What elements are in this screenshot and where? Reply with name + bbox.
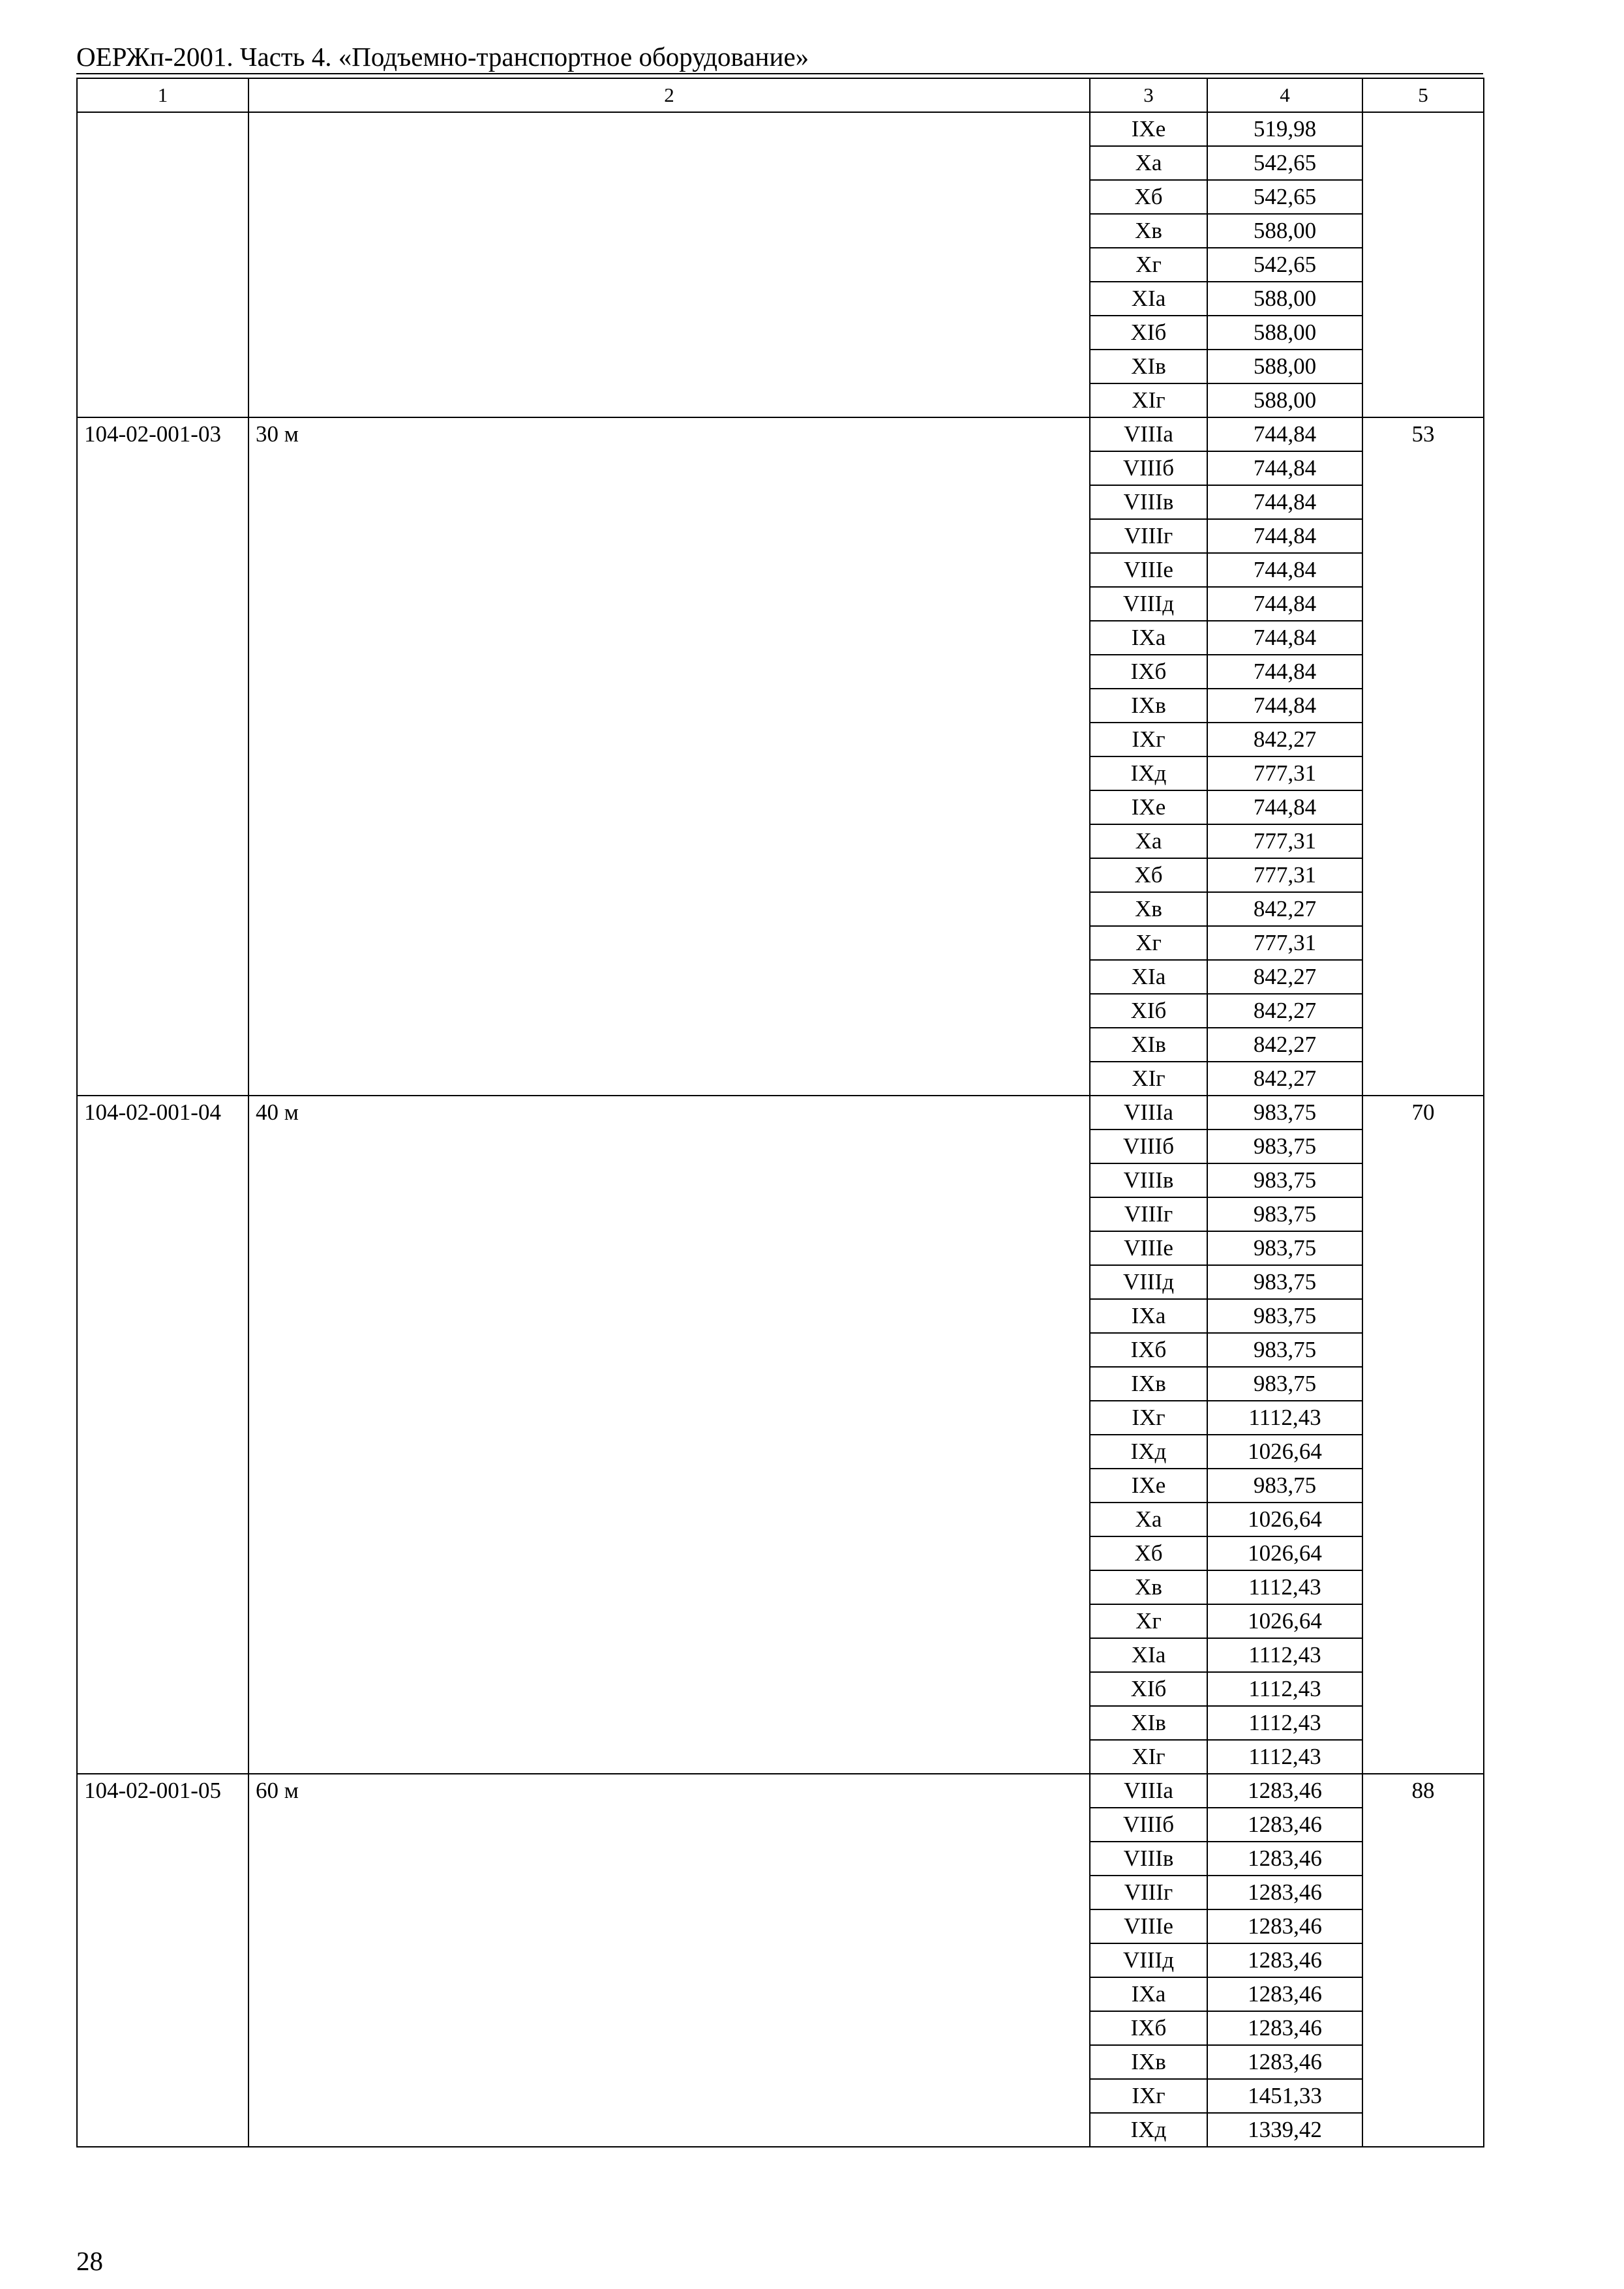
- region-class: Xв: [1090, 892, 1207, 926]
- price-value: 983,75: [1207, 1096, 1362, 1130]
- price-value: 1283,46: [1207, 1977, 1362, 2011]
- item-name: [248, 112, 1090, 417]
- price-value: 842,27: [1207, 723, 1362, 756]
- price-value: 983,75: [1207, 1367, 1362, 1401]
- region-class: IXе: [1090, 112, 1207, 146]
- price-value: 842,27: [1207, 960, 1362, 994]
- price-value: 983,75: [1207, 1299, 1362, 1333]
- price-value: 1283,46: [1207, 2011, 1362, 2045]
- page-number: 28: [76, 2246, 103, 2276]
- price-value: 983,75: [1207, 1130, 1362, 1163]
- region-class: IXд: [1090, 756, 1207, 790]
- region-class: VIIIе: [1090, 1231, 1207, 1265]
- region-class: IXд: [1090, 1435, 1207, 1469]
- table-body: [77, 112, 1484, 2147]
- price-value: 1026,64: [1207, 1503, 1362, 1536]
- region-class: VIIIа: [1090, 1774, 1207, 1808]
- price-value: 744,84: [1207, 553, 1362, 587]
- column-header: 1: [77, 78, 248, 112]
- page-header-title: ОЕРЖп-2001. Часть 4. «Подъемно-транспортное оборудование»: [76, 42, 809, 72]
- region-class: IXе: [1090, 1469, 1207, 1503]
- region-class: XIа: [1090, 960, 1207, 994]
- region-class: XIг: [1090, 383, 1207, 417]
- item-code: 104-02-001-04: [77, 1096, 248, 1774]
- region-class: XIв: [1090, 350, 1207, 383]
- region-class: VIIIг: [1090, 1197, 1207, 1231]
- item-code: [77, 112, 248, 417]
- region-class: XIв: [1090, 1028, 1207, 1062]
- region-class: IXб: [1090, 1333, 1207, 1367]
- labor-value: [1362, 112, 1484, 417]
- table-row: [77, 1096, 1484, 1130]
- region-class: VIIIг: [1090, 519, 1207, 553]
- price-value: 542,65: [1207, 248, 1362, 282]
- region-class: XIб: [1090, 1672, 1207, 1706]
- column-header: 3: [1090, 78, 1207, 112]
- table-row: [77, 112, 1484, 146]
- price-value: 1112,43: [1207, 1706, 1362, 1740]
- region-class: VIIIв: [1090, 1163, 1207, 1197]
- region-class: IXд: [1090, 2113, 1207, 2147]
- price-value: 1112,43: [1207, 1740, 1362, 1774]
- price-value: 744,84: [1207, 451, 1362, 485]
- region-class: Xв: [1090, 1570, 1207, 1604]
- price-value: 542,65: [1207, 180, 1362, 214]
- price-value: 744,84: [1207, 587, 1362, 621]
- price-value: 588,00: [1207, 282, 1362, 316]
- region-class: IXе: [1090, 790, 1207, 824]
- price-value: 588,00: [1207, 316, 1362, 350]
- region-class: IXг: [1090, 1401, 1207, 1435]
- price-value: 1283,46: [1207, 1774, 1362, 1808]
- labor-value: 53: [1362, 417, 1484, 1096]
- price-value: 842,27: [1207, 892, 1362, 926]
- price-value: 542,65: [1207, 146, 1362, 180]
- region-class: IXв: [1090, 689, 1207, 723]
- region-class: IXа: [1090, 621, 1207, 655]
- price-value: 1283,46: [1207, 1943, 1362, 1977]
- price-value: 519,98: [1207, 112, 1362, 146]
- price-value: 588,00: [1207, 214, 1362, 248]
- item-name: 40 м: [248, 1096, 1090, 1774]
- price-value: 1026,64: [1207, 1536, 1362, 1570]
- region-class: Xб: [1090, 180, 1207, 214]
- region-class: Xа: [1090, 1503, 1207, 1536]
- column-header: 4: [1207, 78, 1362, 112]
- item-name: 60 м: [248, 1774, 1090, 2147]
- region-class: Xг: [1090, 1604, 1207, 1638]
- region-class: XIа: [1090, 282, 1207, 316]
- price-value: 777,31: [1207, 756, 1362, 790]
- price-value: 983,75: [1207, 1333, 1362, 1367]
- price-value: 744,84: [1207, 790, 1362, 824]
- region-class: XIб: [1090, 316, 1207, 350]
- price-value: 1339,42: [1207, 2113, 1362, 2147]
- price-value: 1283,46: [1207, 1842, 1362, 1876]
- price-value: 1283,46: [1207, 1909, 1362, 1943]
- price-value: 983,75: [1207, 1163, 1362, 1197]
- region-class: XIб: [1090, 994, 1207, 1028]
- price-value: 744,84: [1207, 689, 1362, 723]
- price-value: 983,75: [1207, 1265, 1362, 1299]
- column-header: 5: [1362, 78, 1484, 112]
- column-header: 2: [248, 78, 1090, 112]
- price-value: 842,27: [1207, 994, 1362, 1028]
- price-table: [76, 78, 1484, 2147]
- region-class: Xа: [1090, 824, 1207, 858]
- region-class: IXа: [1090, 1299, 1207, 1333]
- region-class: VIIIа: [1090, 417, 1207, 451]
- labor-value: 88: [1362, 1774, 1484, 2147]
- region-class: IXв: [1090, 2045, 1207, 2079]
- region-class: XIв: [1090, 1706, 1207, 1740]
- region-class: VIIIд: [1090, 1943, 1207, 1977]
- price-value: 1283,46: [1207, 1808, 1362, 1842]
- table-row: [77, 417, 1484, 451]
- header-rule: [76, 73, 1483, 74]
- region-class: IXг: [1090, 2079, 1207, 2113]
- region-class: VIIIе: [1090, 1909, 1207, 1943]
- region-class: IXб: [1090, 655, 1207, 689]
- price-value: 983,75: [1207, 1197, 1362, 1231]
- price-value: 744,84: [1207, 655, 1362, 689]
- region-class: Xб: [1090, 858, 1207, 892]
- region-class: IXб: [1090, 2011, 1207, 2045]
- price-value: 777,31: [1207, 858, 1362, 892]
- item-name: 30 м: [248, 417, 1090, 1096]
- region-class: VIIIа: [1090, 1096, 1207, 1130]
- region-class: VIIIг: [1090, 1876, 1207, 1909]
- price-value: 1112,43: [1207, 1401, 1362, 1435]
- column-number-row: [77, 78, 1484, 112]
- price-value: 842,27: [1207, 1028, 1362, 1062]
- region-class: VIIIе: [1090, 553, 1207, 587]
- item-code: 104-02-001-03: [77, 417, 248, 1096]
- region-class: Xг: [1090, 248, 1207, 282]
- region-class: Xв: [1090, 214, 1207, 248]
- region-class: VIIIб: [1090, 1130, 1207, 1163]
- region-class: IXв: [1090, 1367, 1207, 1401]
- price-value: 1112,43: [1207, 1638, 1362, 1672]
- price-value: 744,84: [1207, 417, 1362, 451]
- region-class: VIIIв: [1090, 485, 1207, 519]
- price-value: 744,84: [1207, 621, 1362, 655]
- price-value: 588,00: [1207, 350, 1362, 383]
- price-value: 777,31: [1207, 926, 1362, 960]
- price-value: 842,27: [1207, 1062, 1362, 1096]
- price-value: 1451,33: [1207, 2079, 1362, 2113]
- region-class: Xа: [1090, 146, 1207, 180]
- region-class: VIIIв: [1090, 1842, 1207, 1876]
- region-class: XIг: [1090, 1740, 1207, 1774]
- region-class: VIIIд: [1090, 1265, 1207, 1299]
- price-value: 1026,64: [1207, 1604, 1362, 1638]
- region-class: IXа: [1090, 1977, 1207, 2011]
- price-value: 777,31: [1207, 824, 1362, 858]
- price-value: 1112,43: [1207, 1672, 1362, 1706]
- region-class: VIIIд: [1090, 587, 1207, 621]
- item-code: 104-02-001-05: [77, 1774, 248, 2147]
- price-value: 744,84: [1207, 519, 1362, 553]
- price-value: 983,75: [1207, 1231, 1362, 1265]
- region-class: Xг: [1090, 926, 1207, 960]
- region-class: Xб: [1090, 1536, 1207, 1570]
- region-class: VIIIб: [1090, 1808, 1207, 1842]
- region-class: IXг: [1090, 723, 1207, 756]
- labor-value: 70: [1362, 1096, 1484, 1774]
- price-value: 588,00: [1207, 383, 1362, 417]
- price-value: 744,84: [1207, 485, 1362, 519]
- table-row: [77, 1774, 1484, 1808]
- region-class: XIа: [1090, 1638, 1207, 1672]
- price-value: 983,75: [1207, 1469, 1362, 1503]
- price-value: 1283,46: [1207, 2045, 1362, 2079]
- price-value: 1026,64: [1207, 1435, 1362, 1469]
- region-class: XIг: [1090, 1062, 1207, 1096]
- price-value: 1112,43: [1207, 1570, 1362, 1604]
- price-value: 1283,46: [1207, 1876, 1362, 1909]
- region-class: VIIIб: [1090, 451, 1207, 485]
